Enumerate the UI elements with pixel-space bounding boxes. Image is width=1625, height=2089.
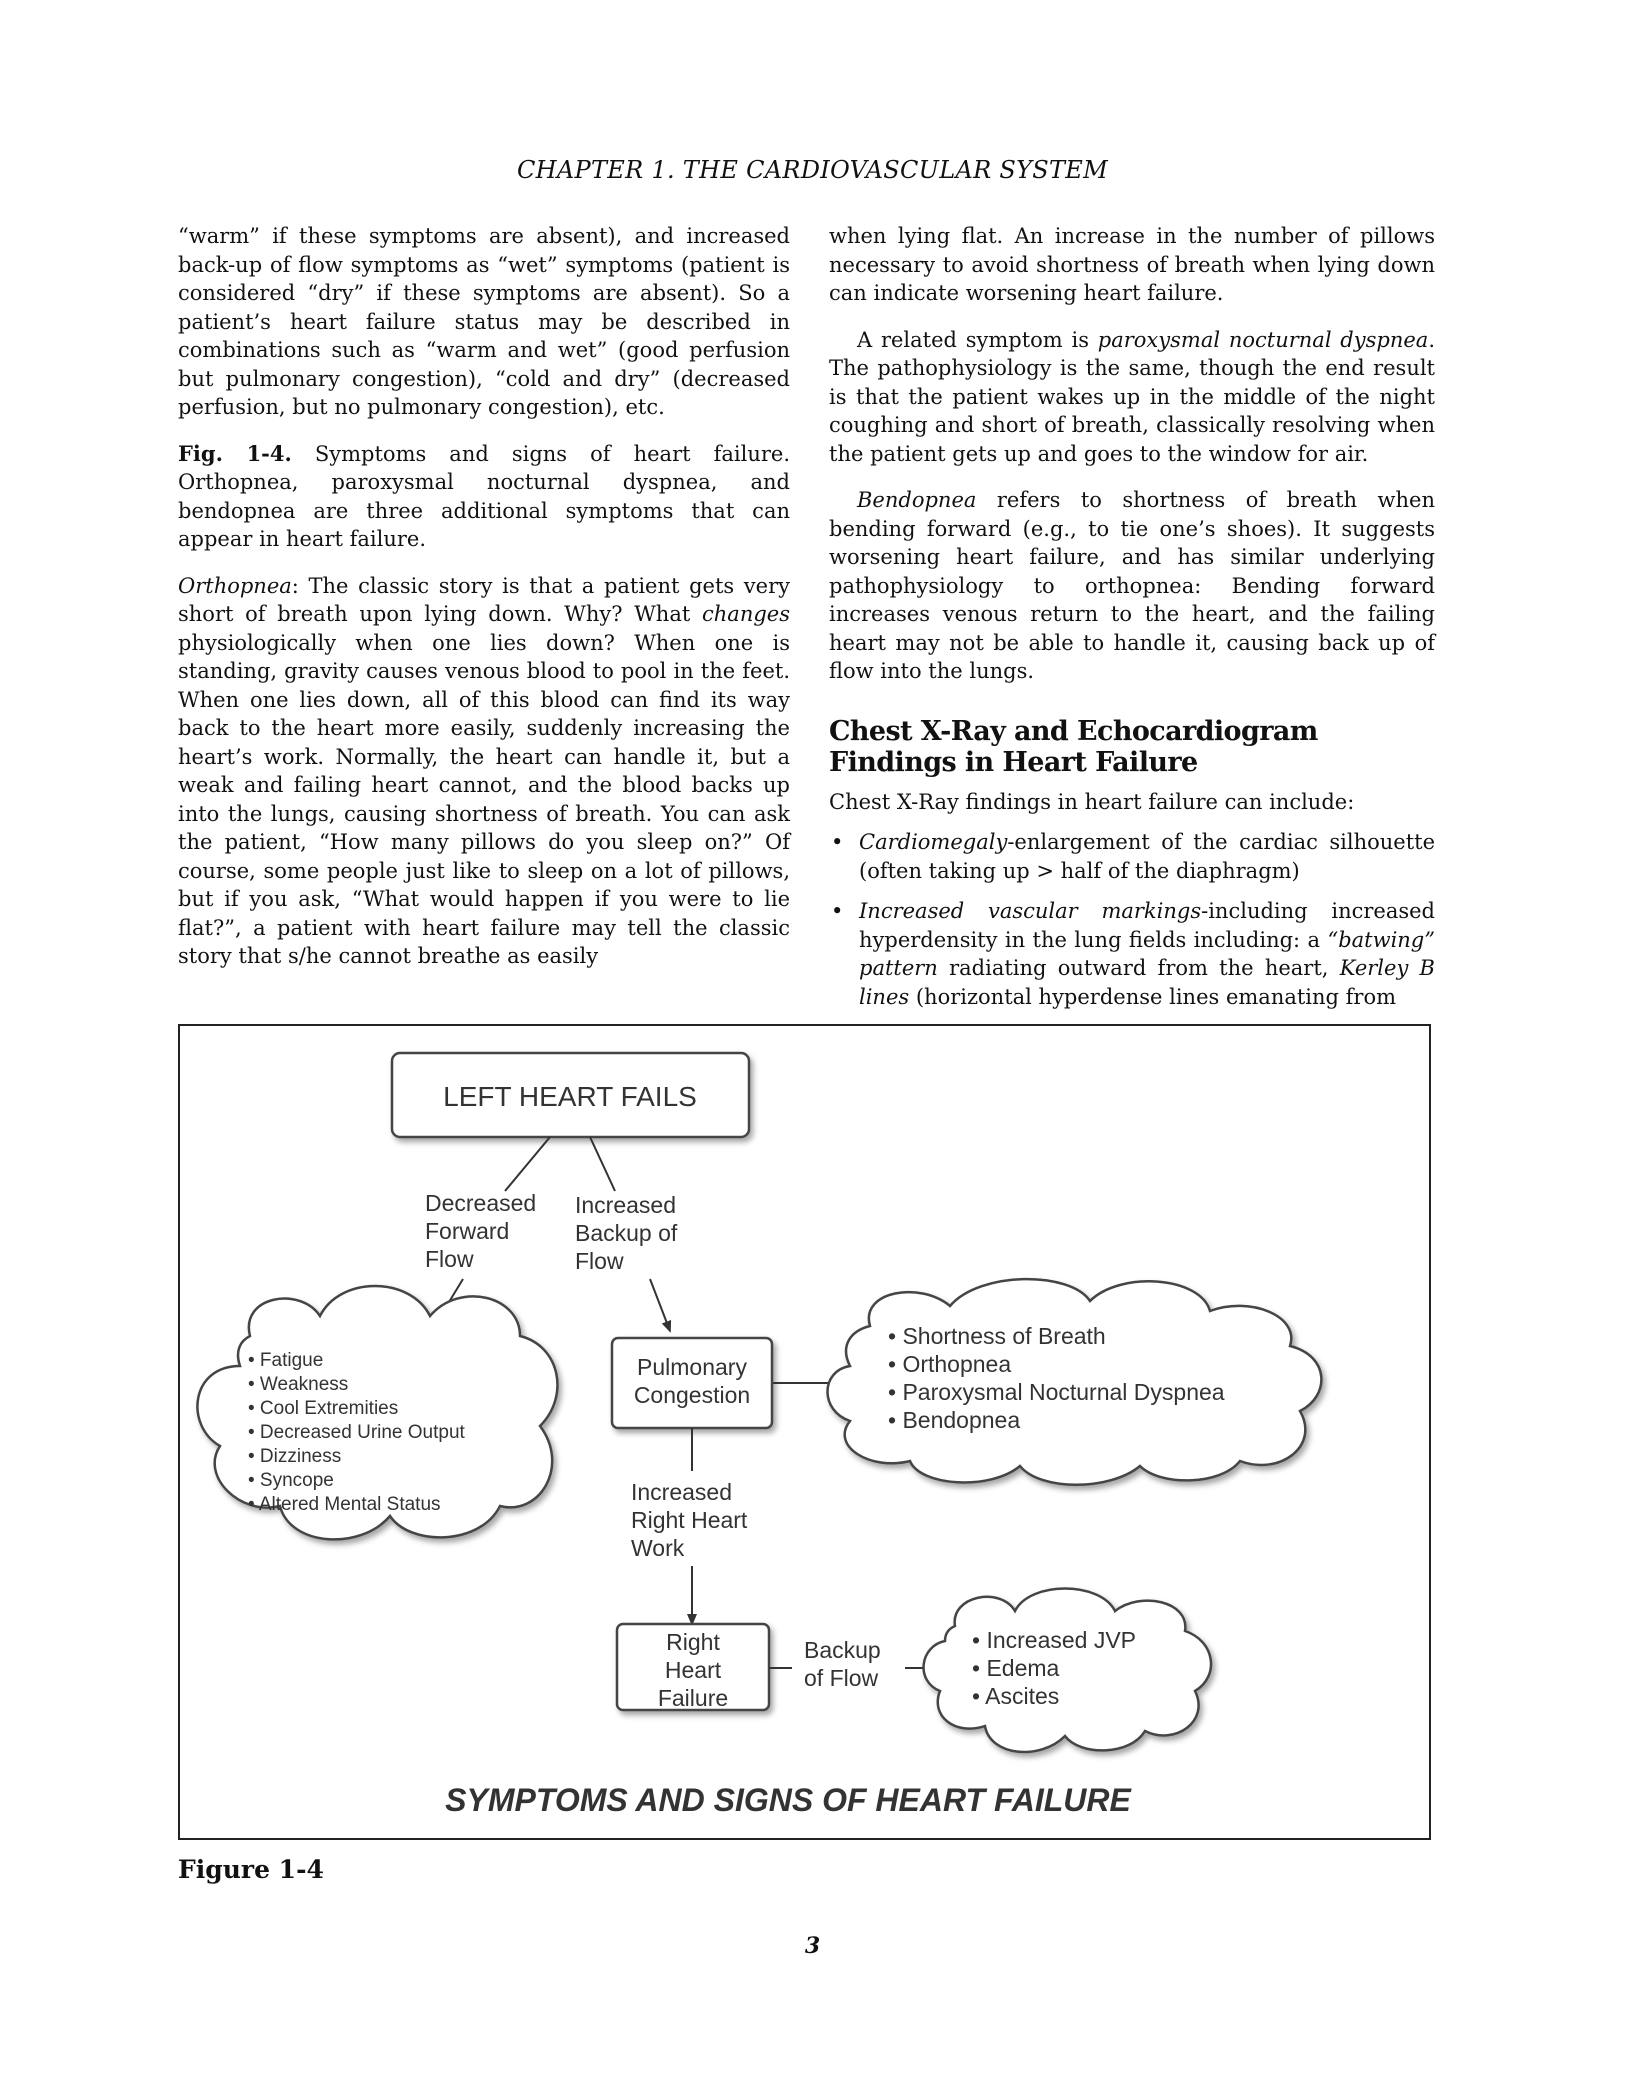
svg-text:Increased: Increased [631, 1479, 733, 1505]
increased-right-heart-work-label [631, 1479, 748, 1561]
xray-findings-list [829, 828, 1435, 1011]
svg-text:of Flow: of Flow [804, 1665, 879, 1691]
cardiomegaly-text: -enlargement of the cardiac silhouette (often taking up > half of the diaphragm) [859, 830, 1435, 883]
svg-text:• Cool Extremities: • Cool Extremities [248, 1398, 399, 1419]
svg-text:• Weakness: • Weakness [248, 1374, 349, 1395]
svg-text:• Decreased Urine Output: • Decreased Urine Output [248, 1422, 465, 1443]
orthopnea-term: Orthopnea [178, 573, 292, 598]
paragraph-pnd [829, 326, 1435, 469]
page-number: 3 [804, 1933, 821, 1959]
increased-backup-label [575, 1192, 678, 1274]
svg-text:Backup: Backup [804, 1637, 881, 1663]
caption-label: Fig. 1-4. [178, 440, 292, 466]
svg-text:• Dizziness: • Dizziness [248, 1446, 342, 1467]
diagram-title: SYMPTOMS AND SIGNS OF HEART FAILURE [445, 1782, 1131, 1818]
left-heart-fails-label: LEFT HEART FAILS [443, 1081, 697, 1112]
pulmonary-congestion-label-1: Pulmonary [637, 1354, 747, 1380]
right-heart-failure-label-3: Failure [657, 1685, 729, 1711]
bendopnea-text: refers to shortness of breath when bending forward (e.g., to tie one’s shoes). It suggests worsening heart failure, and has similar underlying pathophysiology to orthopnea: Bending forward increases venous return to the heart, and the failing heart may not be able to handle it, causing back up of flow into the lungs. [829, 488, 1435, 683]
right-heart-failure-label-2: Heart [664, 1657, 722, 1683]
vascular-markings-text-a: -including increased hyperdensity in the lung fields including: a [859, 899, 1435, 952]
list-item [829, 828, 1435, 885]
svg-text:• Syncope: • Syncope [248, 1470, 334, 1491]
svg-text:Forward: Forward [425, 1218, 510, 1244]
orthopnea-emphasis: changes [702, 602, 790, 626]
svg-text:• Altered Mental Status: • Altered Mental Status [248, 1494, 441, 1515]
svg-text:Backup of: Backup of [575, 1220, 678, 1246]
svg-text:• Fatigue: • Fatigue [248, 1350, 324, 1371]
right-heart-symptoms-cloud [924, 1589, 1211, 1753]
caption-text: Symptoms and signs of heart failure. Orthopnea, paroxysmal nocturnal dyspnea, and bendopnea are three additional symptoms that can appear in heart failure. [178, 441, 790, 551]
figure-caption [178, 440, 790, 554]
svg-text:• Ascites: • Ascites [972, 1683, 1060, 1709]
pnd-text-b: . The pathophysiology is the same, though the end result is that the patient wakes up in the middle of the night coughing and short of breath, classically resolving when the patient gets up and goes to the window for air. [829, 327, 1435, 466]
backup-of-flow-label [804, 1637, 881, 1691]
svg-text:Decreased: Decreased [425, 1190, 537, 1216]
paragraph-pillows: when lying flat. An increase in the number of pillows necessary to avoid shortness of breath when lying down can indicate worsening heart failure. [829, 224, 1435, 305]
right-text-column [829, 222, 1435, 1023]
section-heading: Chest X-Ray and Echocardiogram Findings in Heart Failure [829, 715, 1318, 778]
paragraph-bendopnea [829, 486, 1435, 686]
orthopnea-text-b: physiologically when one lies down? When one is standing, gravity causes venous blood to pool in the feet. When one lies down, all of this blood can find its way back to the heart more easily, suddenly increasing the heart’s work. Normally, the heart can handle it, but a weak and failing heart cannot, and the blood backs up into the lungs, causing shortness of breath. You can ask the patient, “How many pillows do you sleep on?” Of course, some people just like to sleep on a lot of pillows, but if you ask, “What would happen if you were to lie flat?”, a patient with heart failure may tell the classic story that s/he cannot breathe as easily [178, 630, 790, 968]
svg-text:• Bendopnea: • Bendopnea [888, 1407, 1021, 1433]
decreased-forward-flow-label [425, 1190, 536, 1272]
pnd-text-a: A related symptom is [857, 327, 1098, 352]
svg-text:• Orthopnea: • Orthopnea [888, 1351, 1012, 1377]
bendopnea-term: Bendopnea [857, 488, 977, 512]
svg-text:• Increased JVP: • Increased JVP [972, 1627, 1137, 1653]
svg-text:Increased: Increased [575, 1192, 677, 1218]
branch-line-left [505, 1137, 550, 1191]
pulmonary-congestion-label-2: Congestion [633, 1382, 751, 1408]
vascular-markings-text-b: radiating outward from the heart, [937, 956, 1340, 980]
paragraph-orthopnea [178, 572, 790, 971]
svg-text:• Edema: • Edema [972, 1655, 1060, 1681]
running-head: CHAPTER 1. THE CARDIOVASCULAR SYSTEM [516, 156, 1109, 184]
cardiomegaly-term: Cardiomegaly [859, 830, 1008, 854]
xray-intro: Chest X-Ray findings in heart failure can include: [829, 789, 1355, 814]
batwing-term: “batwing” pattern [859, 927, 1435, 980]
svg-text:Flow: Flow [575, 1248, 624, 1274]
orthopnea-text-a: : The classic story is that a patient gets very short of breath upon lying down. Why? What [178, 573, 790, 626]
paragraph-warm-wet: “warm” if these symptoms are absent), and increased back-up of flow symptoms as “wet” symptoms (patient is considered “dry” if these symptoms are absent). So a patient’s heart failure status may be described in combinations such as “warm and wet” (good perfusion but pulmonary congestion), “cold and dry” (decreased perfusion, but no pulmonary congestion), etc. [178, 224, 790, 419]
left-text-column [178, 222, 790, 989]
vascular-markings-term: Increased vascular markings [859, 899, 1202, 923]
right-heart-failure-label-1: Right [666, 1629, 720, 1655]
pnd-term: paroxysmal nocturnal dyspnea [1097, 327, 1429, 352]
svg-text:• Paroxysmal Nocturnal Dyspnea: • Paroxysmal Nocturnal Dyspnea [888, 1379, 1225, 1405]
heart-failure-diagram [178, 1024, 1431, 1840]
svg-text:Work: Work [631, 1535, 685, 1561]
kerley-term: Kerley B lines [859, 956, 1435, 1009]
branch-line-right [590, 1137, 615, 1191]
list-item [829, 897, 1435, 1011]
vascular-markings-text-c: (horizontal hyperdense lines emanating from [909, 984, 1397, 1009]
figure-label: Figure 1-4 [178, 1855, 324, 1884]
svg-text:Flow: Flow [425, 1246, 474, 1272]
svg-text:• Shortness of Breath: • Shortness of Breath [888, 1323, 1106, 1349]
arrow-to-pulmonary [650, 1279, 670, 1331]
svg-text:Right Heart: Right Heart [631, 1507, 748, 1533]
